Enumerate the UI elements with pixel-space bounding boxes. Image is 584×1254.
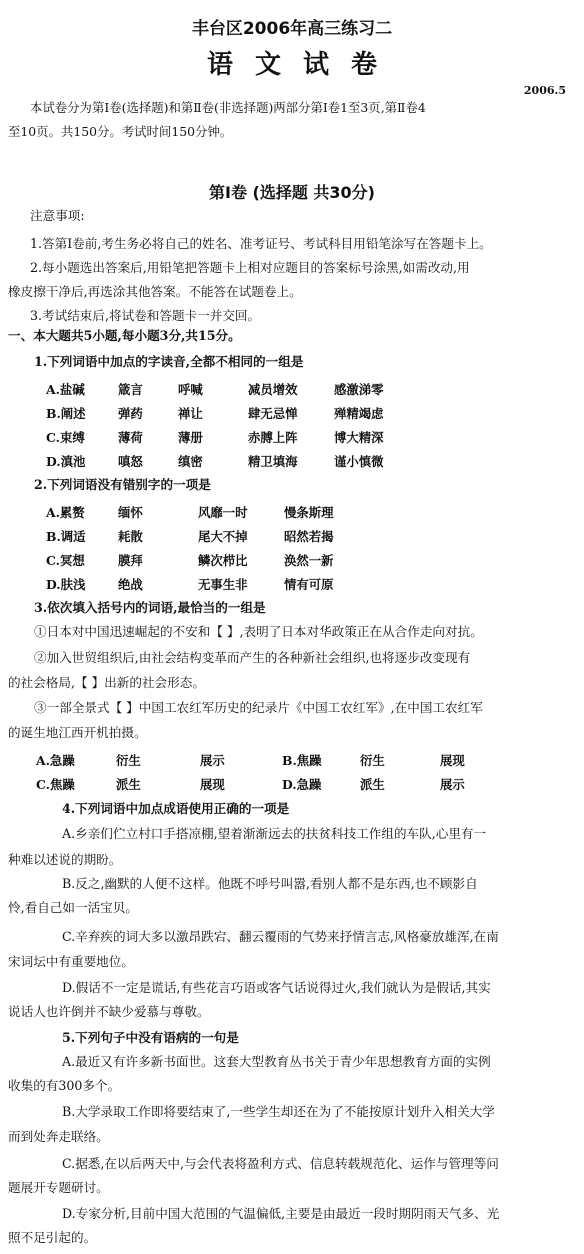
q3-option-cell: 衍生 (116, 753, 141, 768)
q3-option-cell: D.急躁 (282, 777, 322, 792)
question-5-option-b: B.大学录取工作即将要结束了,一些学生却还在为了不能按原计划升入相关大学 (62, 1104, 495, 1119)
q1-option-cell: 弹药 (118, 406, 143, 421)
question-5-stem: 5.下列句子中没有语病的一句是 (62, 1030, 239, 1045)
question-5-option-c: C.据悉,在以后两天中,与会代表将盈利方式、信息转载规范化、运作与管理等问 (62, 1156, 499, 1171)
question-3-sentence-2-cont: 的社会格局,【 】出新的社会形态。 (8, 675, 205, 690)
q1-option-cell: 赤膊上阵 (248, 430, 298, 445)
question-4-stem: 4.下列词语中加点成语使用正确的一项是 (62, 801, 290, 816)
question-2-stem: 2.下列词语没有错别字的一项是 (34, 477, 211, 492)
subject-title: 语文试卷 (206, 50, 399, 80)
q1-option-cell: 嗔怒 (118, 454, 143, 469)
section-title: 第Ⅰ卷 (选择题 共30分) (209, 183, 375, 202)
q1-option-cell: 薄册 (178, 430, 203, 445)
q1-option-cell: 博大精深 (334, 430, 384, 445)
question-4-option-c: C.辛弃疾的词大多以激昂跌宕、翻云覆雨的气势来抒情言志,风格豪放雄浑,在南 (62, 929, 499, 944)
q2-option-cell: 膜拜 (118, 553, 143, 568)
part-heading: 一、本大题共5小题,每小题3分,共15分。 (8, 328, 241, 343)
q2-option-cell: 缅怀 (118, 505, 143, 520)
question-4-option-a-cont: 种难以述说的期盼。 (8, 852, 122, 867)
question-1-stem: 1.下列词语中加点的字读音,全都不相同的一组是 (34, 354, 304, 369)
question-5-option-d-cont: 照不足引起的。 (8, 1230, 97, 1245)
q2-option-cell: 情有可原 (284, 577, 334, 592)
q1-option-cell: 感激涕零 (334, 382, 384, 397)
q1-option-cell: 精卫填海 (248, 454, 298, 469)
question-4-option-b-cont: 怜,看自己如一活宝贝。 (8, 900, 138, 915)
q2-option-cell: C.冥想 (46, 553, 85, 568)
q1-option-cell: 薄荷 (118, 430, 143, 445)
intro-line-2: 至10页。共150分。考试时间150分钟。 (8, 124, 233, 139)
q1-option-cell: 减员增效 (248, 382, 298, 397)
q2-option-cell: 涣然一新 (284, 553, 334, 568)
q2-option-cell: 鳞次栉比 (198, 553, 248, 568)
q2-option-cell: 尾大不掉 (198, 529, 248, 544)
question-3-sentence-3: ③一部全景式【 】中国工农红军历史的纪录片《中国工农红军》,在中国工农红军 (34, 700, 483, 715)
exam-date: 2006.5 (523, 84, 566, 97)
question-5-option-a-cont: 收集的有300多个。 (8, 1078, 121, 1093)
question-5-option-b-cont: 而到处奔走联络。 (8, 1129, 109, 1144)
question-4-option-a: A.乡亲们伫立村口手搭凉棚,望着渐渐远去的扶贫科技工作组的车队,心里有一 (62, 826, 487, 841)
notice-item-2-cont: 橡皮擦干净后,再选涂其他答案。不能答在试题卷上。 (8, 284, 302, 299)
q1-option-cell: 谨小慎微 (334, 454, 384, 469)
notice-item-2: 2.每小题选出答案后,用铅笔把答题卡上相对应题目的答案标号涂黑,如需改动,用 (30, 260, 470, 275)
notice-item-3: 3.考试结束后,将试卷和答题卡一并交回。 (30, 308, 261, 323)
q3-option-cell: B.焦躁 (282, 753, 322, 768)
q3-option-cell: 衍生 (360, 753, 385, 768)
question-3-sentence-3-cont: 的诞生地江西开机拍摄。 (8, 725, 147, 740)
q1-option-cell: 箴言 (118, 382, 143, 397)
q2-option-cell: 耗散 (118, 529, 143, 544)
q1-option-cell: A.盐碱 (46, 382, 85, 397)
q3-option-cell: 展现 (200, 777, 225, 792)
q2-option-cell: 昭然若揭 (284, 529, 334, 544)
q2-option-cell: 慢条斯理 (284, 505, 334, 520)
notice-item-1: 1.答第Ⅰ卷前,考生务必将自己的姓名、准考证号、考试科目用铅笔涂写在答题卡上。 (30, 236, 492, 251)
q2-option-cell: B.调适 (46, 529, 86, 544)
q1-option-cell: 缜密 (178, 454, 203, 469)
q2-option-cell: A.累赘 (46, 505, 85, 520)
q3-option-cell: 展现 (440, 753, 465, 768)
intro-line-1: 本试卷分为第Ⅰ卷(选择题)和第Ⅱ卷(非选择题)两部分第Ⅰ卷1至3页,第Ⅱ卷4 (30, 100, 426, 115)
q1-option-cell: 呼喊 (178, 382, 203, 397)
q3-option-cell: 派生 (360, 777, 385, 792)
q1-option-cell: C.束缚 (46, 430, 85, 445)
question-5-option-c-cont: 题展开专题研讨。 (8, 1180, 109, 1195)
question-4-option-d-cont: 说话人也许倒并不缺少爱慕与尊敬。 (8, 1004, 210, 1019)
exam-title: 丰台区2006年高三练习二 (191, 19, 393, 39)
q1-option-cell: 禅让 (178, 406, 203, 421)
question-4-option-d: D.假话不一定是谎话,有些花言巧语或客气话说得过火,我们就认为是假话,其实 (62, 980, 491, 995)
question-3-sentence-2: ②加入世贸组织后,由社会结构变革而产生的各种新社会组织,也将逐步改变现有 (34, 650, 471, 665)
q3-option-cell: 展示 (200, 753, 225, 768)
q2-option-cell: 风靡一时 (198, 505, 248, 520)
q3-option-cell: 展示 (440, 777, 465, 792)
q2-option-cell: D.肤浅 (46, 577, 86, 592)
question-4-option-c-cont: 宋词坛中有重要地位。 (8, 954, 134, 969)
q2-option-cell: 绝战 (118, 577, 143, 592)
question-5-option-d: D.专家分析,目前中国大范围的气温偏低,主要是由最近一段时期阴雨天气多、光 (62, 1206, 500, 1221)
q3-option-cell: C.焦躁 (36, 777, 75, 792)
q3-option-cell: A.急躁 (36, 753, 75, 768)
q3-option-cell: 派生 (116, 777, 141, 792)
q1-option-cell: 殚精竭虑 (334, 406, 384, 421)
question-4-option-b: B.反之,幽默的人便不这样。他既不呼号叫嚣,看别人都不是东西,也不顾影自 (62, 876, 478, 891)
question-3-stem: 3.依次填入括号内的词语,最恰当的一组是 (34, 600, 266, 615)
q1-option-cell: 肆无忌惮 (248, 406, 298, 421)
q1-option-cell: B.阐述 (46, 406, 86, 421)
q2-option-cell: 无事生非 (198, 577, 248, 592)
question-5-option-a: A.最近又有许多新书面世。这套大型教育丛书关于青少年思想教育方面的实例 (62, 1054, 491, 1069)
q1-option-cell: D.滇池 (46, 454, 86, 469)
notice-heading: 注意事项: (30, 208, 85, 223)
question-3-sentence-1: ①日本对中国迅速崛起的不安和【 】,表明了日本对华政策正在从合作走向对抗。 (34, 624, 483, 639)
